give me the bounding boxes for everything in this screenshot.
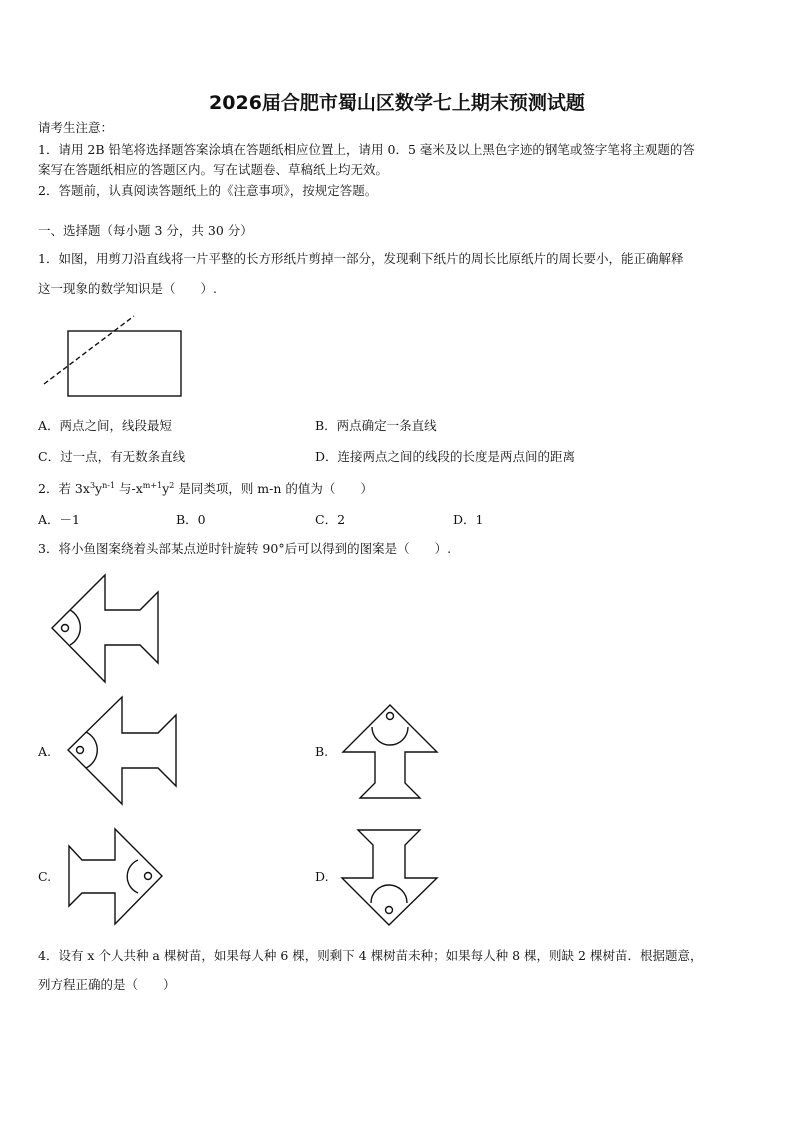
q2-option-b: B．0 [176, 512, 206, 527]
fish-original-eye [62, 625, 69, 632]
q2-text-mid3: y [162, 481, 170, 497]
page-title: 2026届合肥市蜀山区数学七上期末预测试题 [209, 92, 585, 114]
fish-option-a [68, 697, 176, 804]
question-4-line-2: 列方程正确的是（ ） [38, 977, 176, 992]
fish-option-c [69, 829, 162, 924]
fish-option-b-gill [372, 727, 408, 745]
fish-option-d [342, 830, 437, 925]
q2-option-a: A．－1 [38, 512, 80, 527]
q2-exponent-4: 2 [169, 481, 175, 490]
q1-option-a: A．两点之间，线段最短 [38, 418, 173, 433]
question-4-line-1: 4．设有 x 个人共种 a 棵树苗，如果每人种 6 棵，则剩下 4 棵树苗未种；如果每人种 8 棵，则缺 2 棵树苗．根据题意， [38, 948, 703, 963]
question-1-line-1: 1．如图，用剪刀沿直线将一片平整的长方形纸片剪掉一部分，发现剩下纸片的周长比原纸片的周长要小，能正确解释 [38, 251, 684, 266]
q1-option-b: B．两点确定一条直线 [315, 418, 437, 433]
fish-option-a-eye [77, 747, 84, 754]
notice-line-2: 2．答题前，认真阅读答题纸上的《注意事项》，按规定答题。 [38, 183, 378, 198]
fish-option-a-gill [86, 732, 97, 768]
q2-exponent-3: m+1 [142, 481, 163, 490]
q2-exponent-1: 3 [89, 481, 96, 490]
q2-option-d: D．1 [453, 512, 484, 527]
q2-text-mid1: y [95, 481, 103, 497]
q3-option-c: C. [38, 869, 52, 884]
q2-option-c: C．2 [315, 512, 346, 527]
fish-option-c-gill [127, 860, 138, 893]
fish-option-d-gill [371, 885, 407, 903]
notice-line-1a: 1．请用 2B 铅笔将选择题答案涂填在答题纸相应位置上，请用 0．5 毫米及以上黑色字迹的钢笔或签字笔将主观题的答 [38, 142, 695, 157]
q2-exponent-2: n-1 [102, 481, 116, 490]
section-heading: 一、选择题（每小题 3 分，共 30 分） [38, 223, 253, 238]
question-3-line: 3．将小鱼图案绕着头部某点逆时针旋转 90°后可以得到的图案是（ ）. [38, 541, 452, 556]
fish-original-gill [70, 610, 80, 645]
q3-option-d: D. [315, 869, 329, 884]
fish-option-c-eye [145, 873, 152, 880]
q1-option-d: D．连接两点之间的线段的长度是两点间的距离 [315, 449, 576, 464]
q2-text-pre: 2．若 3x [38, 481, 90, 497]
fish-option-b-eye [387, 713, 394, 720]
q2-text-post: 是同类项，则 m-n 的值为（ ） [174, 481, 373, 497]
q2-text-mid2: 与-x [115, 481, 143, 497]
q3-option-b: B. [315, 744, 329, 759]
question-1-line-2: 这一现象的数学知识是（ ）. [38, 281, 217, 296]
q3-option-a: A. [38, 744, 52, 759]
notice-heading: 请考生注意： [38, 120, 114, 135]
q1-option-c: C．过一点，有无数条直线 [38, 449, 186, 464]
fish-option-d-eye [386, 907, 393, 914]
notice-line-1b: 案写在答题纸相应的答题区内。写在试题卷、草稿纸上均无效。 [38, 162, 389, 177]
